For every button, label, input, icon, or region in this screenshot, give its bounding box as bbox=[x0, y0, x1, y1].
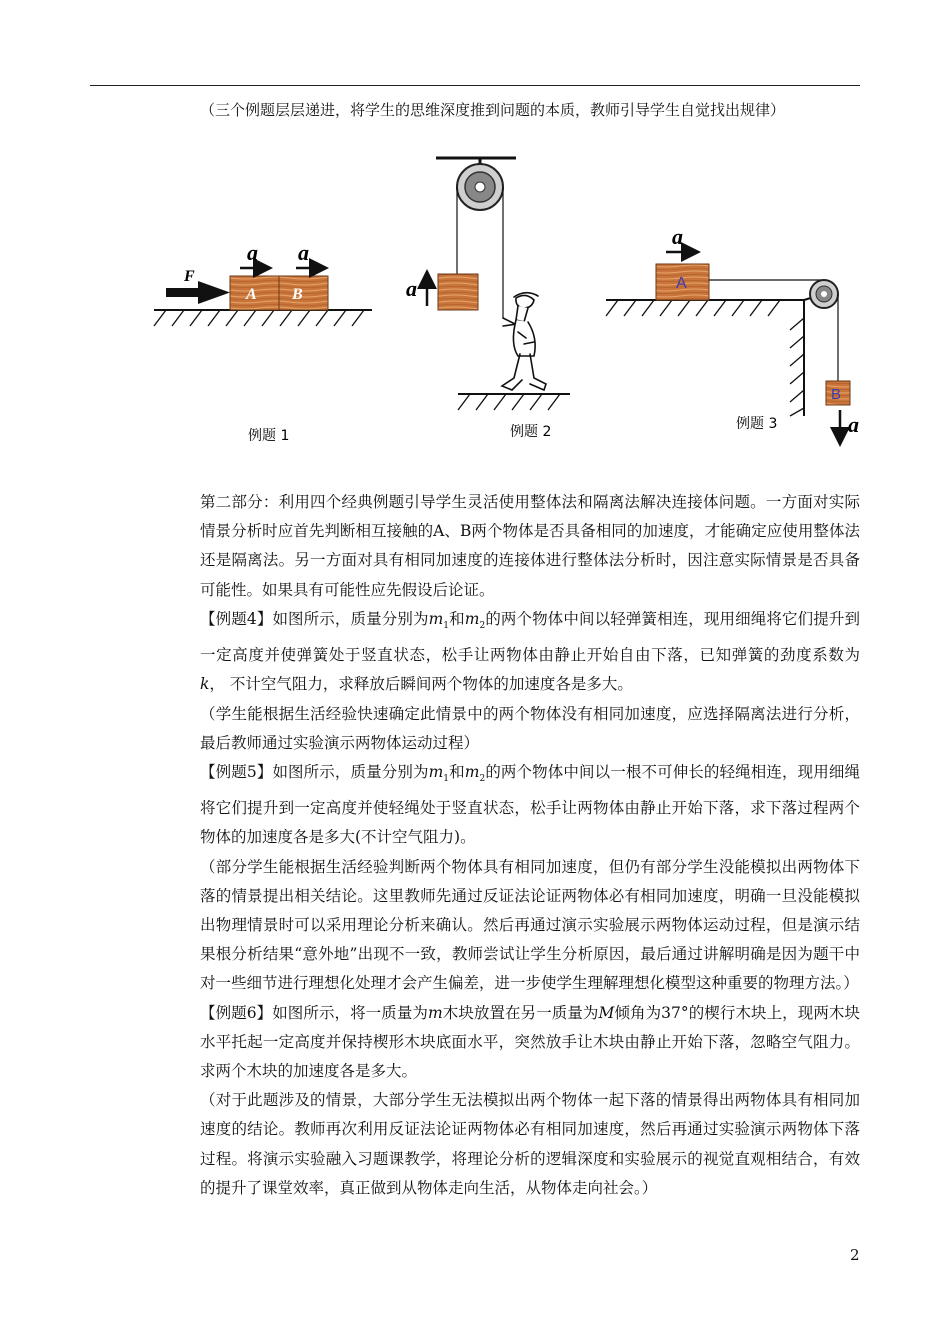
figure-3 bbox=[606, 224, 859, 442]
fig2-ground-hatch bbox=[458, 394, 560, 410]
example-5: 【例题5】如图所示，质量分别为$m_1$和$m_2$的两个物体中间以一根不可伸长的轻绳相连，现用细绳将它们提升到一定高度并使轻绳处于竖直状态，松手让两物体由静止开始下落，求下落过程两个物体的加速度各是多大(不计空气阻力)。 bbox=[200, 762, 860, 847]
example-6-note: （对于此题涉及的情景，大部分学生无法模拟出两个物体一起下落的情景得出两物体具有相同加速度的结论。教师再次利用反证法论证两物体必有相同加速度，然后再通过实验演示两物体下落过程。将演示实验融入习题课教学，将理论分析的逻辑深度和实验展示的视觉直观相结合，有效的提升了课堂效率，真正做到从物体走向生活，从物体走向社会。） bbox=[200, 1091, 860, 1197]
figure-2 bbox=[406, 158, 570, 440]
fig3-accel-label-a: a bbox=[672, 224, 683, 249]
fig3-block-a-label: A bbox=[676, 275, 687, 292]
fig3-table-hatch bbox=[606, 300, 780, 316]
fig2-person-illustration bbox=[502, 293, 546, 390]
example-4-note: （学生能根据生活经验快速确定此情景中的两个物体没有相同加速度，应选择隔离法进行分析，最后教师通过实验演示两物体运动过程） bbox=[200, 704, 860, 752]
fig2-accel-label: a bbox=[406, 276, 417, 301]
example-5-note: （部分学生能根据生活经验判断两个物体具有相同加速度，但仍有部分学生没能模拟出两物体下落的情景提出相关结论。这里教师先通过反证法论证两物体必有相同加速度，明确一旦没能模拟出物理情景时可以采用理论分析来确认。然后再通过演示实验展示两物体运动过程，但是演示结果根分析结果“意外地”出现不一致，教师尝试让学生分析原因，最后通过讲解明确是因为题干中对一些细节进行理想化处理才会产生偏差，进一步使学生理解理想化模型这种重要的物理方法。） bbox=[200, 857, 860, 993]
fig1-accel-label-b: a bbox=[298, 240, 309, 265]
example-figures bbox=[140, 150, 870, 470]
example-4: 【例题4】如图所示，质量分别为$m_1$和$m_2$的两个物体中间以轻弹簧相连，现用细绳将它们提升到一定高度并使弹簧处于竖直状态，松手让两物体由静止开始自由下落，已知弹簧的劲度系数为k， 不计空气阻力，求释放后瞬间两个物体的加速度各是多大。 bbox=[200, 609, 860, 694]
header-rule bbox=[90, 85, 860, 86]
fig3-block-b-label: B bbox=[831, 386, 842, 403]
fig1-accel-label-a: a bbox=[247, 240, 258, 265]
fig1-force-arrow-shaft bbox=[166, 288, 200, 297]
figure-1 bbox=[154, 240, 372, 444]
fig3-accel-label-b: a bbox=[848, 412, 859, 437]
fig3-caption: 例题 3 bbox=[736, 416, 778, 432]
fig1-force-label: F bbox=[184, 268, 195, 285]
part2-body bbox=[200, 488, 860, 1203]
fig2-caption: 例题 2 bbox=[510, 424, 552, 440]
fig1-block-a-label: A bbox=[246, 286, 257, 303]
fig1-block-b bbox=[279, 276, 328, 310]
fig1-force-arrow-head bbox=[198, 281, 230, 304]
fig1-caption: 例题 1 bbox=[248, 428, 290, 444]
fig1-block-b-label: B bbox=[292, 286, 303, 303]
part2-intro: 第二部分：利用四个经典例题引导学生灵活使用整体法和隔离法解决连接体问题。一方面对实际情景分析时应首先判断相互接触的A、B两个物体是否具备相同的加速度，才能确定应使用整体法还是隔离法。另一方面对具有相同加速度的连接体进行整体法分析时，因注意实际情景是否具备可能性。如果具有可能性应先假设后论证。 bbox=[200, 493, 860, 599]
fig3-side-hatch bbox=[790, 318, 804, 416]
page-number: 2 bbox=[850, 1246, 860, 1264]
fig2-block bbox=[438, 274, 478, 310]
top-note: （三个例题层层递进，将学生的思维深度推到问题的本质，教师引导学生自觉找出规律） bbox=[200, 101, 786, 119]
example-6: 【例题6】如图所示，将一质量为m木块放置在另一质量为M倾角为37°的楔行木块上，现两木块水平托起一定高度并保持楔形木块底面水平，突然放手让木块由静止开始下落，忽略空气阻力。求两个木块的加速度各是多大。 bbox=[200, 1003, 860, 1081]
fig1-ground-hatch bbox=[154, 310, 364, 326]
